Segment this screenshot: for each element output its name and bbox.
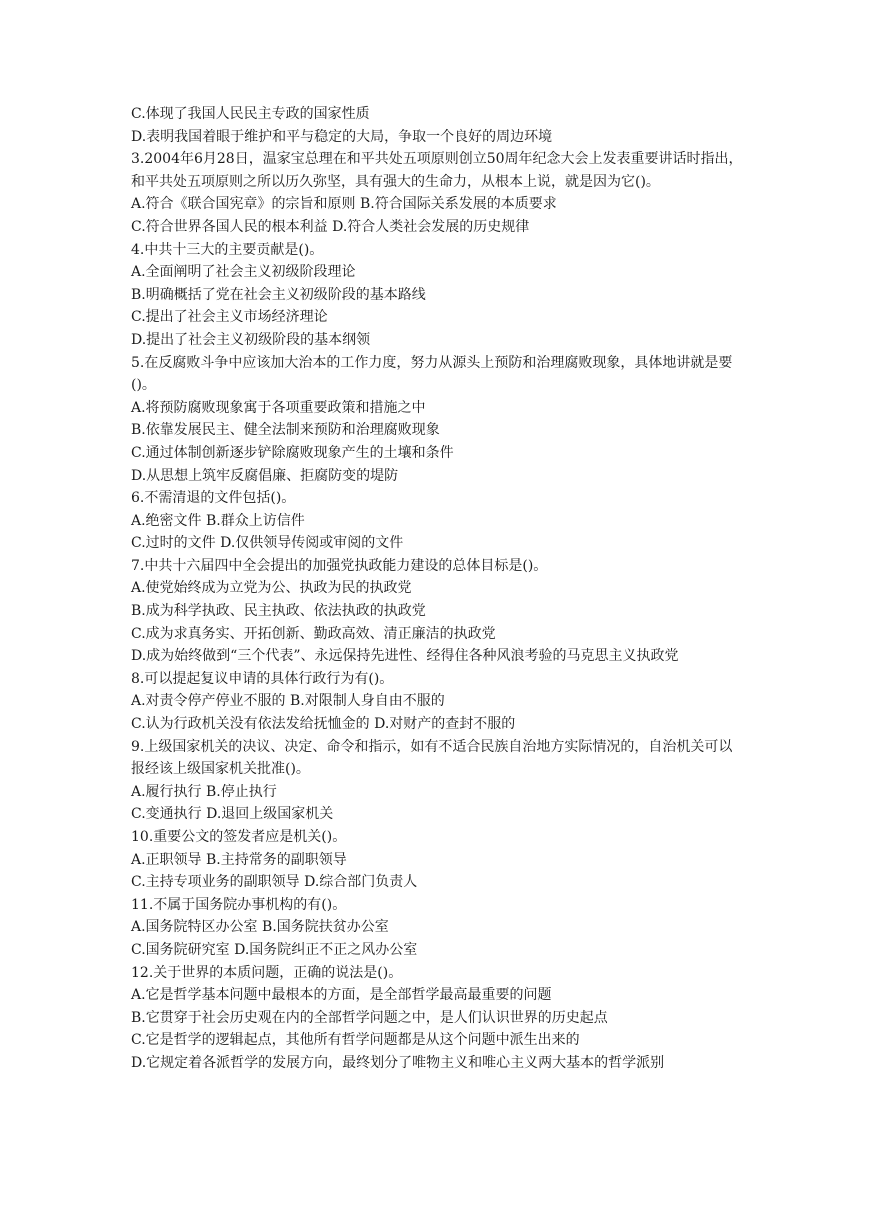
question-option-line: D.从思想上筑牢反腐倡廉、拒腐防变的堤防	[131, 467, 399, 484]
question-option-line: D.它规定着各派哲学的发展方向，最终划分了唯物主义和唯心主义两大基本的哲学派别	[131, 1054, 665, 1071]
question-block	[131, 962, 743, 1075]
question-option-line: C.认为行政机关没有依法发给抚恤金的 D.对财产的查封不服的	[131, 716, 516, 733]
question-stem: 10.重要公文的签发者应是机关()。	[131, 829, 347, 845]
question-option-line: C.通过体制创新逐步铲除腐败现象产生的土壤和条件	[131, 444, 454, 461]
question-block	[131, 148, 743, 238]
question-stem: 7.中共十六届四中全会提出的加强党执政能力建设的总体目标是()。	[131, 557, 548, 574]
question-option-line: C.成为求真务实、开拓创新、勤政高效、清正廉洁的执政党	[131, 625, 496, 642]
question-block	[131, 352, 743, 488]
question-stem: 11.不属于国务院办事机构的有()。	[131, 896, 347, 913]
question-option-line: A.使党始终成为立党为公、执政为民的执政党	[131, 580, 412, 597]
question-stem: 6.不需清退的文件包括()。	[131, 490, 296, 507]
question-option-line: C.提出了社会主义市场经济理论	[131, 309, 328, 326]
question-option-line: C.它是哲学的逻辑起点，其他所有哲学问题都是从这个问题中派生出来的	[131, 1032, 580, 1049]
question-option-line: C.国务院研究室 D.国务院纠正不正之风办公室	[131, 941, 418, 958]
document-page	[131, 103, 743, 1075]
question-option-line: A.绝密文件 B.群众上访信件	[131, 512, 305, 529]
question-block	[131, 239, 743, 352]
question-option-line: A.对责令停产停业不服的 B.对限制人身自由不服的	[131, 693, 445, 710]
question-option-line: C.符合世界各国人民的根本利益 D.符合人类社会发展的历史规律	[131, 218, 530, 235]
carryover-option-c: C.体现了我国人民民主专政的国家性质	[131, 106, 370, 122]
question-option-line: D.成为始终做到“三个代表”、永远保持先进性、经得住各种风浪考验的马克思主义执政党	[131, 648, 679, 665]
question-option-line: A.国务院特区办公室 B.国务院扶贫办公室	[131, 919, 389, 936]
question-option-line: C.过时的文件 D.仅供领导传阅或审阅的文件	[131, 535, 404, 552]
question-block	[131, 555, 743, 668]
question-option-line: D.提出了社会主义初级阶段的基本纲领	[131, 331, 371, 348]
question-option-line: B.明确概括了党在社会主义初级阶段的基本路线	[131, 286, 426, 303]
question-block	[131, 736, 743, 826]
question-option-line: A.符合《联合国宪章》的宗旨和原则 B.符合国际关系发展的本质要求	[131, 196, 557, 213]
question-list	[131, 148, 743, 1074]
question-option-line: B.它贯穿于社会历史观在内的全部哲学问题之中，是人们认识世界的历史起点	[131, 1009, 608, 1026]
question-option-line: A.将预防腐败现象寓于各项重要政策和措施之中	[131, 399, 426, 416]
question-option-line: A.履行执行 B.停止执行	[131, 783, 277, 800]
question-stem: 12.关于世界的本质问题，正确的说法是()。	[131, 964, 403, 981]
question-option-line: A.正职领导 B.主持常务的副职领导	[131, 851, 347, 868]
question-option-line: A.它是哲学基本问题中最根本的方面，是全部哲学最高最重要的问题	[131, 987, 552, 1004]
question-option-line: C.主持专项业务的副职领导 D.综合部门负责人	[131, 874, 418, 891]
question-block	[131, 668, 743, 736]
question-stem: 4.中共十三大的主要贡献是()。	[131, 241, 324, 258]
question-stem: 5.在反腐败斗争中应该加大治本的工作力度，努力从源头上预防和治理腐败现象，具体地讲就是要()。	[131, 354, 733, 394]
question-stem: 3.2004年6月28日，温家宝总理在和平共处五项原则创立50周年纪念大会上发表重要讲话时指出，和平共处五项原则之所以历久弥坚，具有强大的生命力，从根本上说，就是因为它()。	[131, 151, 743, 190]
question-option-line: B.依靠发展民主、健全法制来预防和治理腐败现象	[131, 422, 440, 439]
question-option-line: A.全面阐明了社会主义初级阶段理论	[131, 264, 356, 281]
carryover-option-d: D.表明我国着眼于维护和平与稳定的大局，争取一个良好的周边环境	[131, 128, 553, 145]
question-block	[131, 826, 743, 894]
question-stem: 9.上级国家机关的决议、决定、命令和指示，如有不适合民族自治地方实际情况的，自治机关可以报经该上级国家机关批准()。	[131, 738, 733, 778]
question-block	[131, 487, 743, 555]
question-stem: 8.可以提起复议申请的具体行政行为有()。	[131, 670, 394, 687]
question-option-line: C.变通执行 D.退回上级国家机关	[131, 806, 334, 823]
question-block	[131, 894, 743, 962]
question-option-line: B.成为科学执政、民主执政、依法执政的执政党	[131, 603, 426, 620]
